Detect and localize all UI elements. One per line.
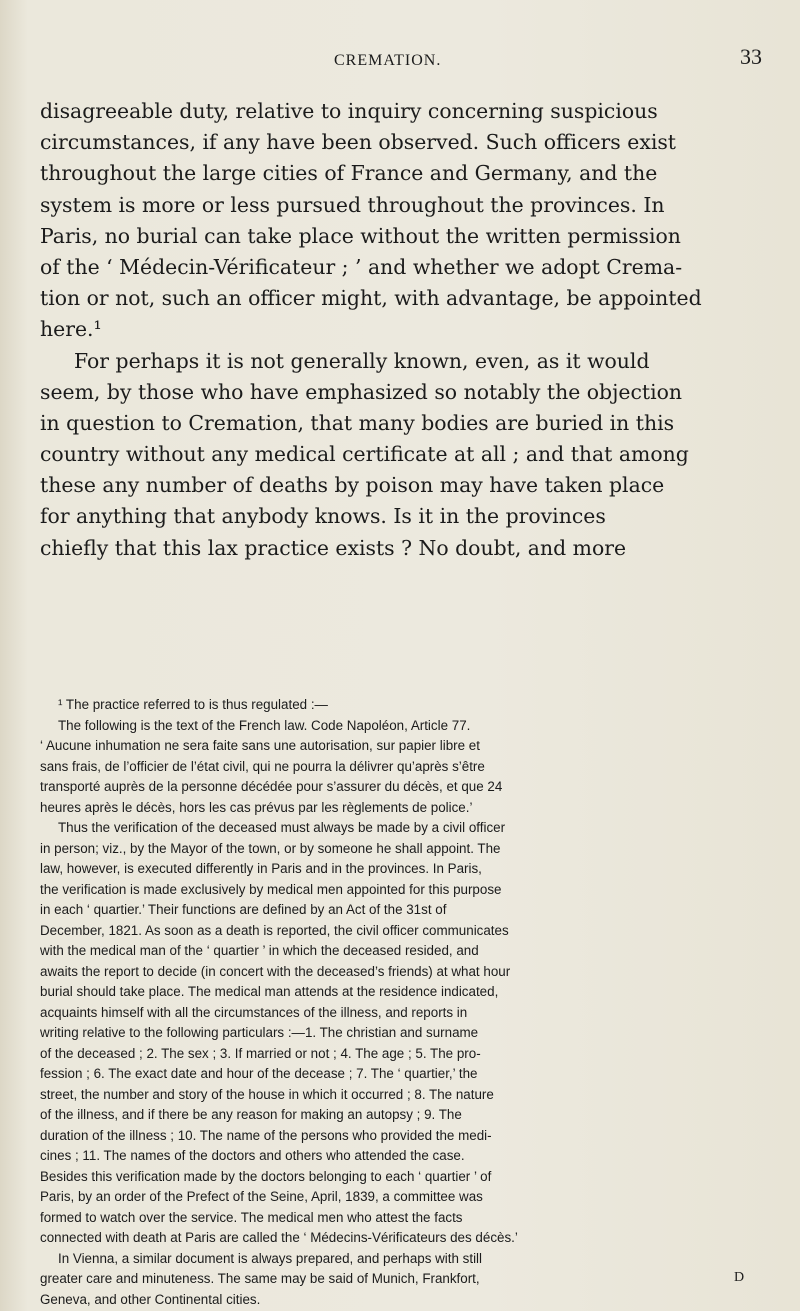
- text-line: disagreeable duty, relative to inquiry concerning suspicious: [40, 99, 658, 123]
- footnote-line: sans frais, de l’officier de l’état civil, qui ne pourra la délivrer qu’après s’être: [40, 758, 485, 774]
- footnote-line: writing relative to the following particulars :—1. The christian and surname: [40, 1025, 479, 1040]
- text-line: circumstances, if any have been observed. Such officers exist: [40, 130, 676, 155]
- footnote-line: In Vienna, a similar document is always prepared, and perhaps with still: [58, 1250, 483, 1266]
- footnote-line: law, however, is executed differently in Paris and in the provinces. In Paris,: [40, 861, 482, 876]
- text-line: in question to Cremation, that many bodies are buried in this: [40, 410, 675, 435]
- footnote-block: [40, 695, 776, 1310]
- footnote-line: December, 1821. As soon as a death is reported, the civil officer communicates: [40, 922, 509, 938]
- footnote-line: ‘ Aucune inhumation ne sera faite sans une autorisation, sur papier libre et: [40, 738, 480, 753]
- footnote-line: of the illness, and if there be any reason for making an autopsy ; 9. The: [40, 1107, 462, 1122]
- footnote-line: ¹ The practice referred to is thus regulated :—: [58, 697, 328, 712]
- text-line: country without any medical certificate at all ; and that among: [40, 442, 689, 467]
- footnote-line: street, the number and story of the house in which it occurred ; 8. The nature: [40, 1086, 494, 1102]
- main-text: [40, 96, 770, 564]
- footnote-line: Geneva, and other Continental cities.: [40, 1291, 261, 1307]
- running-head: [0, 44, 800, 82]
- footnote-line: Besides this verification made by the doctors belonging to each ‘ quartier ’ of: [40, 1168, 492, 1184]
- footnote-line: the verification is made exclusively by medical men appointed for this purpose: [40, 881, 502, 897]
- footnote-line: awaits the report to decide (in concert with the deceased’s friends) at what hour: [40, 963, 511, 979]
- footnote-line: duration of the illness ; 10. The name of the persons who provided the medi-: [40, 1127, 492, 1143]
- text-line: throughout the large cities of France and Germany, and the: [40, 161, 658, 186]
- footnote-line: acquaints himself with all the circumstances of the illness, and reports in: [40, 1004, 468, 1020]
- footnote-line: Paris, by an order of the Prefect of the Seine, April, 1839, a committee was: [40, 1189, 483, 1204]
- footnote-line: in person; viz., by the Mayor of the town, or by someone he shall appoint. The: [40, 840, 501, 856]
- text-line: system is more or less pursued throughout the provinces. In: [40, 192, 665, 217]
- footnote-line: in each ‘ quartier.’ Their functions are defined by an Act of the 31st of: [40, 902, 447, 917]
- footnote-line: transporté auprès de la personne décédée pour s’assurer du décès, et que 24: [40, 779, 503, 794]
- footnote-line: heures après le décès, hors les cas prévus par les règlements de police.’: [40, 799, 473, 815]
- text-line: for anything that anybody knows. Is it in the provinces: [40, 504, 606, 529]
- footnote-line: Thus the verification of the deceased must always be made by a civil officer: [58, 820, 506, 835]
- footnote-line: cines ; 11. The names of the doctors and others who attended the case.: [40, 1148, 465, 1163]
- text-line: here.¹: [40, 317, 102, 342]
- footnote-line: greater care and minuteness. The same may be said of Munich, Frankfort,: [40, 1271, 480, 1286]
- text-line: of the ‘ Médecin-Vérificateur ; ’ and whether we adopt Crema-: [40, 254, 683, 279]
- footnote-line: fession ; 6. The exact date and hour of the decease ; 7. The ‘ quartier,’ the: [40, 1066, 478, 1081]
- text-line: Paris, no burial can take place without the written permission: [40, 223, 681, 248]
- running-title: CREMATION.: [334, 52, 442, 69]
- footnote-line: connected with death at Paris are called the ‘ Médecins-Vérificateurs des décès.’: [40, 1230, 518, 1245]
- signature-mark: D: [734, 1270, 745, 1285]
- text-line: seem, by those who have emphasized so notably the objection: [40, 379, 683, 404]
- page-number: 33: [740, 44, 762, 69]
- text-line: chiefly that this lax practice exists ? No doubt, and more: [40, 535, 627, 560]
- footnote-line: with the medical man of the ‘ quartier ’ in which the deceased resided, and: [40, 943, 479, 958]
- footnote-line: burial should take place. The medical man attends at the residence indicated,: [40, 984, 499, 999]
- footnote-line: of the deceased ; 2. The sex ; 3. If married or not ; 4. The age ; 5. The pro-: [40, 1045, 481, 1061]
- text-line: For perhaps it is not generally known, even, as it would: [74, 348, 650, 373]
- footnote-line: formed to watch over the service. The medical men who attest the facts: [40, 1209, 463, 1225]
- text-line: tion or not, such an officer might, with advantage, be appointed: [40, 286, 702, 311]
- text-line: these any number of deaths by poison may have taken place: [40, 473, 665, 498]
- footnote-line: The following is the text of the French law. Code Napoléon, Article 77.: [58, 717, 471, 733]
